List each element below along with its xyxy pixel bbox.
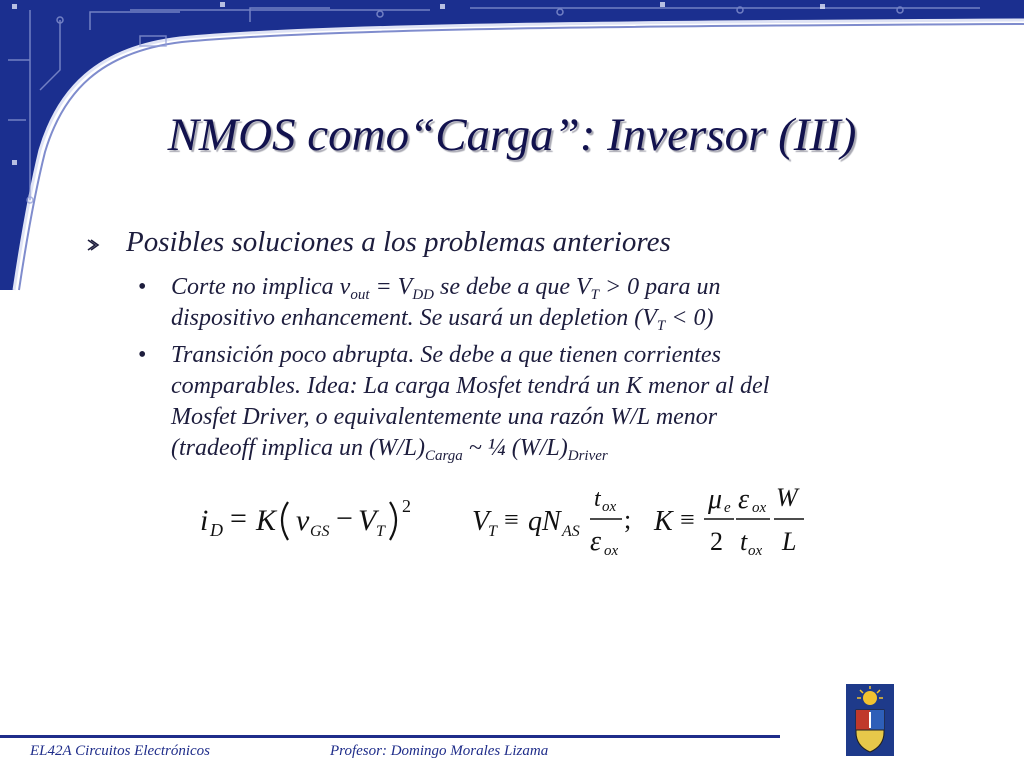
text-segment: dispositivo enhancement. Se usará un depletion (V bbox=[171, 305, 657, 331]
formula-subscript: ox bbox=[604, 543, 619, 559]
formula-subscript: GS bbox=[310, 523, 330, 540]
formula-symbol: W bbox=[776, 483, 798, 512]
bullet-text: Posibles soluciones a los problemas anteriores bbox=[126, 226, 671, 258]
formula-subscript: ox bbox=[748, 543, 763, 559]
text-segment: = V bbox=[369, 274, 413, 300]
formula-operator: = bbox=[230, 502, 247, 535]
formula-symbol: q bbox=[528, 506, 542, 537]
sub-bullet-line bbox=[171, 303, 891, 334]
text-segment: < 0) bbox=[665, 305, 714, 331]
sub-bullet-text bbox=[171, 272, 891, 334]
threshold-voltage-equation bbox=[472, 486, 631, 559]
sub-bullet-line: Mosfet Driver, o equivalentemente una razón W/L menor bbox=[171, 404, 718, 430]
subscript: T bbox=[590, 287, 599, 303]
drain-current-equation bbox=[200, 496, 411, 540]
subscript: Driver bbox=[567, 448, 608, 464]
sub-bullet-line bbox=[171, 433, 891, 464]
formula-operator: ≡ bbox=[504, 505, 519, 534]
formula-symbol: ε bbox=[738, 484, 750, 515]
sub-bullet-line: Transición poco abrupta. Se debe a que tienen corrientes bbox=[171, 342, 721, 368]
formula-subscript: D bbox=[210, 520, 223, 540]
formula-symbol: ε bbox=[590, 526, 602, 557]
formula-subscript: AS bbox=[562, 523, 580, 540]
slide-title: NMOS como“Carga”: Inversor (III) bbox=[167, 109, 857, 161]
subscript: T bbox=[656, 318, 666, 334]
subscript: Carga bbox=[424, 448, 463, 464]
subscript: out bbox=[350, 287, 370, 303]
formula-subscript: ox bbox=[752, 500, 767, 516]
sub-bullet-text bbox=[171, 340, 891, 464]
transconductance-parameter-equation bbox=[653, 483, 804, 559]
footer-course: EL42A Circuitos Electrónicos bbox=[30, 743, 210, 759]
formula-subscript: T bbox=[376, 523, 385, 540]
text-segment: Corte no implica v bbox=[171, 274, 351, 300]
formula-subscript: ox bbox=[602, 499, 617, 515]
formula-subscript: e bbox=[724, 500, 731, 516]
formula-symbol: μ bbox=[708, 484, 723, 515]
footer-professor: Profesor: Domingo Morales Lizama bbox=[330, 743, 549, 759]
formula-symbol: i bbox=[200, 504, 209, 537]
formula-operator: − bbox=[336, 502, 353, 535]
sub-bullet-line: comparables. Idea: La carga Mosfet tendrá un K menor al del bbox=[171, 373, 770, 399]
sub-bullet-line bbox=[171, 272, 891, 303]
text-segment: (tradeoff implica un (W/L) bbox=[171, 435, 425, 461]
formula-operator: ; bbox=[624, 505, 632, 534]
formula-symbol: t bbox=[740, 527, 748, 556]
formula-subscript: T bbox=[488, 523, 497, 540]
formula-symbol: N bbox=[542, 506, 561, 537]
formula-exponent: 2 bbox=[402, 496, 411, 516]
formula-symbol: v bbox=[296, 504, 310, 537]
arrow-bullet-icon bbox=[86, 238, 100, 252]
formula-symbol: t bbox=[594, 486, 601, 512]
bullet-dot-icon: • bbox=[138, 274, 147, 300]
subscript: DD bbox=[412, 287, 435, 303]
formula-symbol: L bbox=[782, 527, 797, 556]
university-crest-logo bbox=[846, 684, 894, 756]
text-segment: ~ ¼ (W/L) bbox=[462, 435, 568, 461]
footer-divider bbox=[0, 735, 780, 738]
text-segment: > 0 para un bbox=[598, 274, 721, 300]
text-segment: se debe a que V bbox=[434, 274, 591, 300]
formula-symbol: V bbox=[472, 506, 490, 537]
formula-symbol: K bbox=[256, 504, 277, 537]
bullet-dot-icon: • bbox=[138, 342, 147, 368]
formula-operator: ≡ bbox=[680, 505, 695, 534]
formula-number: 2 bbox=[710, 527, 723, 556]
formula-symbol: K bbox=[654, 506, 673, 537]
formula-symbol: V bbox=[358, 504, 377, 537]
equations bbox=[190, 478, 830, 568]
